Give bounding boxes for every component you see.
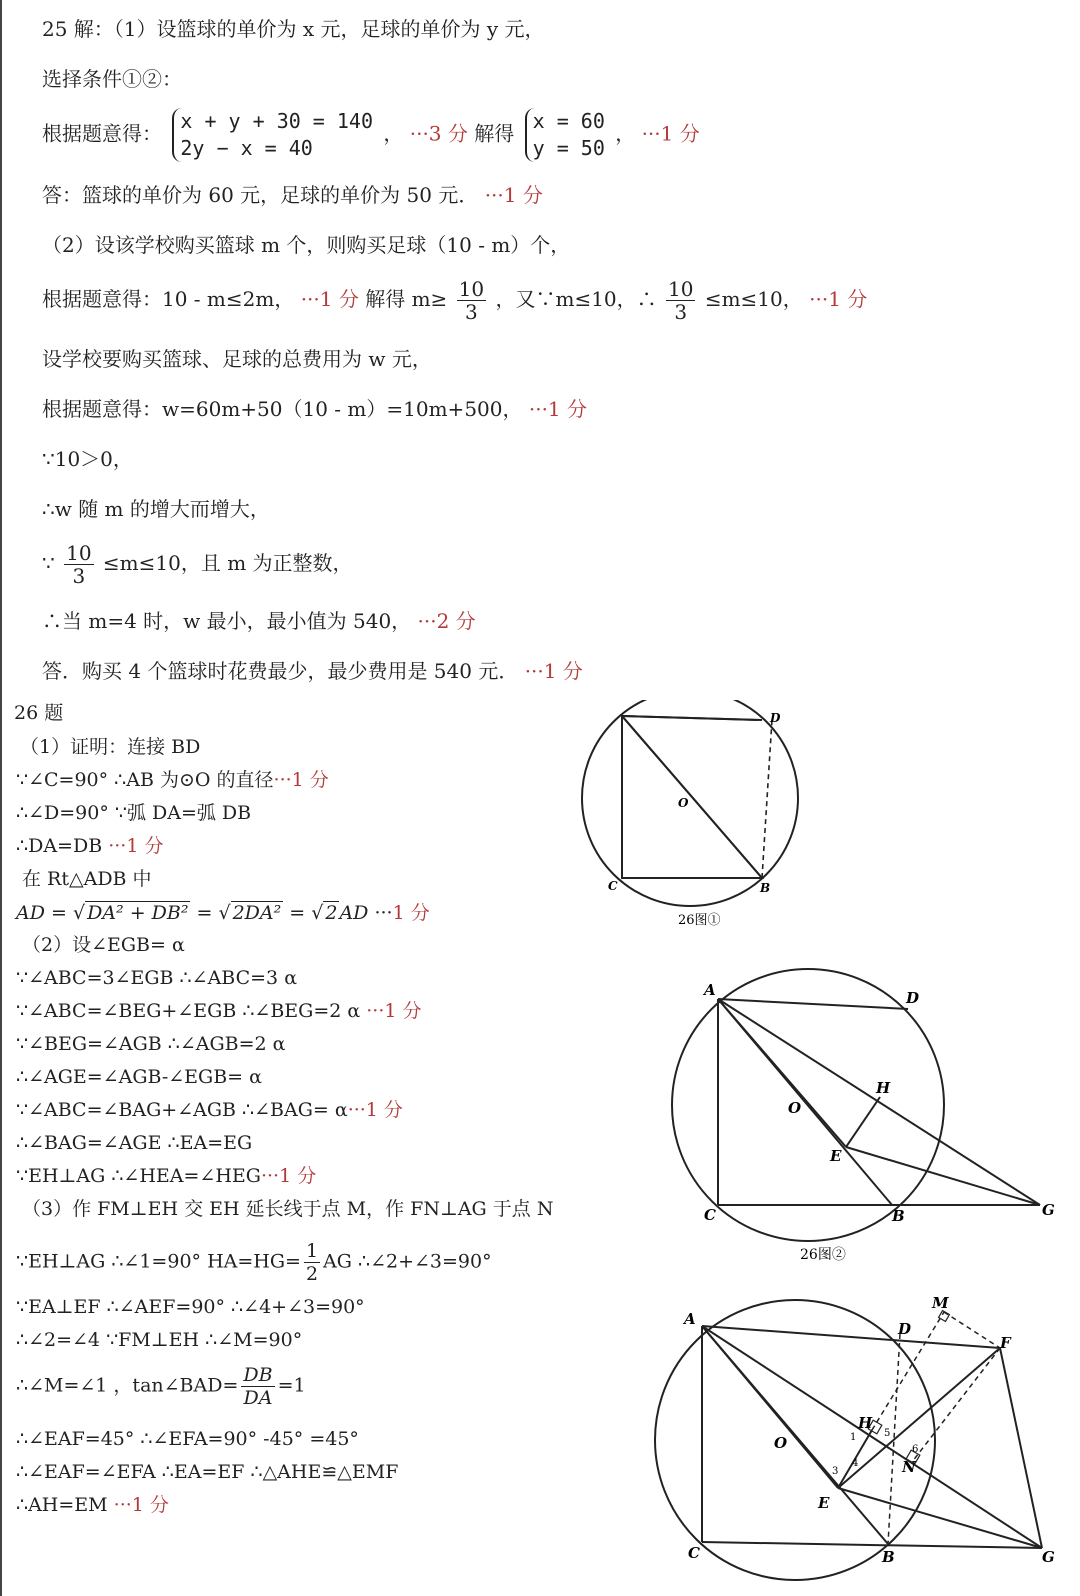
label-G: G — [1042, 1201, 1055, 1219]
p25-line1: 25 解：（1）设篮球的单价为 x 元，足球的单价为 y 元， — [42, 17, 545, 41]
text: ∵∠ABC=∠BAG+∠AGB ∴∠BAG= α — [16, 1099, 348, 1121]
p26-c5 — [16, 1364, 306, 1409]
text: ··· — [368, 902, 393, 924]
label-angle-6: 6 — [912, 1444, 919, 1455]
fraction-1-2 — [304, 1240, 320, 1285]
score: ···1 分 — [809, 287, 868, 311]
eq1: x + y + 30 = 140 — [180, 109, 374, 133]
p25-line11 — [42, 542, 353, 587]
p26-a1: （1）证明：连接 BD — [20, 736, 201, 758]
score: ···1 分 — [484, 183, 543, 207]
den: 3 — [465, 300, 478, 324]
p25-line9: ∵10＞0， — [42, 447, 133, 471]
text: 根据题意得：w=60m+50（10 - m）=10m+500， — [42, 397, 523, 421]
text: ， — [383, 121, 404, 146]
score: ···3 分 — [409, 121, 468, 146]
sqrt-content: 2 — [325, 902, 338, 924]
text: ∵EH⊥AG ∴∠1=90° HA=HG= — [16, 1250, 301, 1273]
text: ，又∵m≤10，∴ — [495, 287, 657, 311]
label-G: G — [1042, 1548, 1055, 1566]
p26-c1: （3）作 FM⊥EH 交 EH 延长线于点 M，作 FN⊥AG 于点 N — [22, 1198, 554, 1220]
p26-title: 26 题 — [14, 702, 64, 724]
label-O: O — [774, 1434, 788, 1452]
text: AD — [339, 902, 369, 924]
label-angle-4: 4 — [852, 1458, 859, 1469]
score: ···1 分 — [260, 1165, 317, 1187]
score: ···1 分 — [524, 659, 583, 683]
label-M: M — [932, 1294, 949, 1312]
p26-a2 — [16, 767, 329, 793]
eq2: 2y − x = 40 — [180, 136, 313, 160]
p26-c6: ∴∠EAF=45° ∴∠EFA=90° -45° =45° — [16, 1428, 359, 1450]
score: 1 分 — [392, 902, 430, 924]
figure-26-2 — [670, 965, 1070, 1275]
label-O: O — [788, 1099, 802, 1117]
label-O: O — [678, 796, 689, 810]
text: ∴当 m=4 时，w 最小，最小值为 540， — [42, 609, 412, 633]
label-D: D — [906, 989, 920, 1007]
p26-b8 — [16, 1163, 316, 1189]
p25-line4 — [42, 182, 543, 208]
label-D: D — [898, 1320, 912, 1338]
text: ∵EH⊥AG ∴∠HEA=∠HEG — [16, 1165, 261, 1187]
p26-b4: ∵∠BEG=∠AGB ∴∠AGB=2 α — [16, 1033, 286, 1055]
p25-line8 — [42, 396, 587, 422]
p26-b7: ∴∠BAG=∠AGE ∴EA=EG — [16, 1132, 253, 1154]
score: ···1 分 — [528, 397, 588, 421]
p26-b1: （2）设∠EGB= α — [22, 934, 185, 956]
text: 解得 — [474, 121, 515, 146]
p25-line6 — [42, 278, 867, 323]
p25-line2: 选择条件①②： — [42, 67, 182, 91]
text: ∴AH=EM — [16, 1494, 108, 1516]
p26-c7: ∴∠EAF=∠EFA ∴EA=EF ∴△AHE≌△EMF — [16, 1461, 399, 1483]
score: ···1 分 — [113, 1494, 169, 1516]
den: DA — [243, 1387, 273, 1409]
label-angle-3: 3 — [832, 1466, 839, 1477]
text: ∵∠ABC=∠BEG+∠EGB ∴∠BEG=2 α — [16, 1000, 361, 1022]
p26-b3 — [16, 998, 422, 1024]
p25-line5: （2）设该学校购买篮球 m 个，则购买足球（10 - m）个， — [42, 233, 571, 257]
p26-b6 — [16, 1097, 403, 1123]
label-C: C — [704, 1206, 716, 1224]
num: 10 — [458, 277, 485, 301]
p25-line10: ∴w 随 m 的增大而增大， — [42, 497, 270, 521]
den: 2 — [305, 1263, 319, 1285]
label-A: A — [684, 1310, 696, 1328]
label-H: H — [876, 1079, 891, 1097]
label-E: E — [830, 1147, 842, 1165]
text: ∵ — [42, 551, 55, 575]
label-C: C — [688, 1544, 700, 1562]
text: = — [283, 902, 312, 924]
label-H: H — [858, 1414, 873, 1432]
sol1: x = 60 — [532, 109, 605, 133]
equation-system — [172, 108, 373, 162]
text: AD = — [16, 902, 73, 924]
text: 根据题意得： — [42, 121, 162, 146]
num: 10 — [66, 541, 92, 565]
p26-a6: AD = √ DA² + DB² = √ 2DA² = √ 2 AD ···1 分 — [16, 902, 430, 924]
label-N: N — [902, 1458, 916, 1476]
num: 1 — [305, 1240, 319, 1262]
label-C: C — [608, 879, 618, 893]
p26-a5: 在 Rt△ADB 中 — [22, 868, 152, 890]
text: 根据题意得：10 - m≤2m， — [42, 287, 295, 311]
sqrt-content: DA² + DB² — [87, 902, 189, 924]
score: ···1 分 — [347, 1099, 403, 1121]
label-D: D — [770, 711, 781, 725]
p26-a4 — [16, 833, 163, 859]
label-angle-1: 1 — [850, 1432, 857, 1443]
text: ≤m≤10，且 m 为正整数， — [102, 551, 353, 575]
label-B: B — [760, 881, 771, 895]
figure-26-1 — [580, 700, 820, 940]
label-A: A — [704, 981, 716, 999]
page-edge — [0, 0, 2, 1596]
label-B: B — [892, 1207, 905, 1225]
num: DB — [243, 1364, 273, 1386]
figure-26-3 — [650, 1290, 1070, 1596]
text: =1 — [277, 1374, 306, 1397]
label-B: B — [882, 1548, 895, 1566]
score: ···1 分 — [273, 769, 329, 791]
p25-line13 — [42, 658, 583, 684]
sol2: y = 50 — [532, 136, 605, 160]
p26-b2: ∵∠ABC=3∠EGB ∴∠ABC=3 α — [16, 967, 298, 989]
text: 答：篮球的单价为 60 元，足球的单价为 50 元． — [42, 183, 479, 207]
p25-line7: 设学校要购买篮球、足球的总费用为 w 元， — [42, 347, 432, 371]
den: 3 — [674, 300, 688, 324]
p26-c8 — [16, 1492, 169, 1518]
text: ∵∠C=90° ∴AB 为⊙O 的直径 — [16, 769, 274, 791]
text: AG ∴∠2+∠3=90° — [323, 1250, 492, 1273]
caption-fig2: 26图② — [800, 1247, 846, 1263]
score: ···1 分 — [366, 1000, 422, 1022]
text: ， — [615, 121, 636, 146]
p26-c3: ∵EA⊥EF ∴∠AEF=90° ∴∠4+∠3=90° — [16, 1296, 365, 1318]
fraction-10-3 — [666, 278, 695, 323]
text: = — [190, 902, 219, 924]
p25-line3 — [42, 108, 700, 162]
sqrt-content: 2DA² — [232, 902, 282, 924]
den: 3 — [72, 564, 86, 588]
label-angle-5: 5 — [884, 1428, 891, 1439]
fraction-10-3 — [457, 278, 486, 323]
score: ···1 分 — [108, 835, 164, 857]
text: 解得 m≥ — [365, 287, 448, 311]
text: ≤m≤10， — [704, 287, 803, 311]
text: ∴DA=DB — [16, 835, 103, 857]
p26-c2 — [16, 1240, 492, 1285]
text: ∴∠M=∠1 ，tan∠BAD= — [16, 1374, 239, 1397]
score: ···1 分 — [300, 287, 359, 311]
score: ···1 分 — [641, 121, 700, 146]
p26-a3: ∴∠D=90° ∵弧 DA=弧 DB — [16, 802, 252, 824]
text: 答．购买 4 个篮球时花费最少，最少费用是 540 元． — [42, 659, 519, 683]
fraction-db-da — [241, 1364, 274, 1409]
solution-system — [525, 108, 605, 162]
caption-fig1: 26图① — [678, 913, 721, 928]
p26-c4: ∴∠2=∠4 ∵FM⊥EH ∴∠M=90° — [16, 1329, 303, 1351]
p25-line12 — [42, 608, 476, 634]
label-F: F — [1000, 1334, 1011, 1352]
num: 10 — [668, 277, 694, 301]
p26-b5: ∴∠AGE=∠AGB-∠EGB= α — [16, 1066, 262, 1088]
score: ···2 分 — [417, 609, 476, 633]
label-E: E — [818, 1494, 830, 1512]
fraction-10-3 — [64, 542, 93, 587]
